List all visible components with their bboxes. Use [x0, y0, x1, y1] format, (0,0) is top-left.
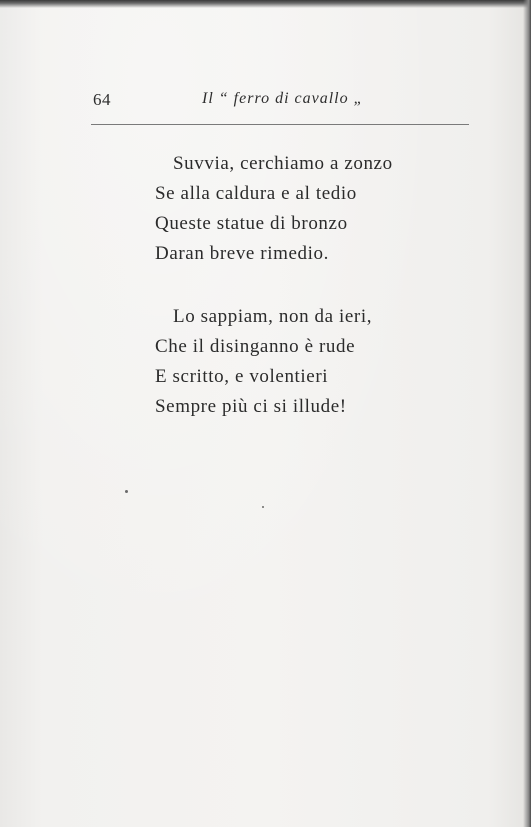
verse-line: Daran breve rimedio. [155, 243, 329, 264]
verse-line: Se alla caldura e al tedio [155, 183, 357, 204]
verse-line: Lo sappiam, non da ieri, [173, 306, 373, 327]
page-number: 64 [93, 90, 111, 109]
verse-line: Suvvia, cerchiamo a zonzo [173, 153, 393, 174]
verse-line: E scritto, e volentieri [155, 366, 329, 387]
running-title: Il “ ferro di cavallo „ [202, 90, 364, 107]
page-top-edge-shadow [0, 0, 531, 8]
paper-speck [262, 506, 264, 508]
verse-line: Sempre più ci si illude! [155, 396, 347, 417]
page-right-edge-shadow [523, 0, 531, 827]
paper-speck [125, 490, 128, 493]
verse-line: Che il disinganno è rude [155, 336, 356, 357]
header-rule [91, 124, 469, 125]
poem-stanza-1 [155, 149, 393, 269]
verse-line: Queste statue di bronzo [155, 213, 348, 234]
poem-stanza-2 [155, 302, 372, 422]
